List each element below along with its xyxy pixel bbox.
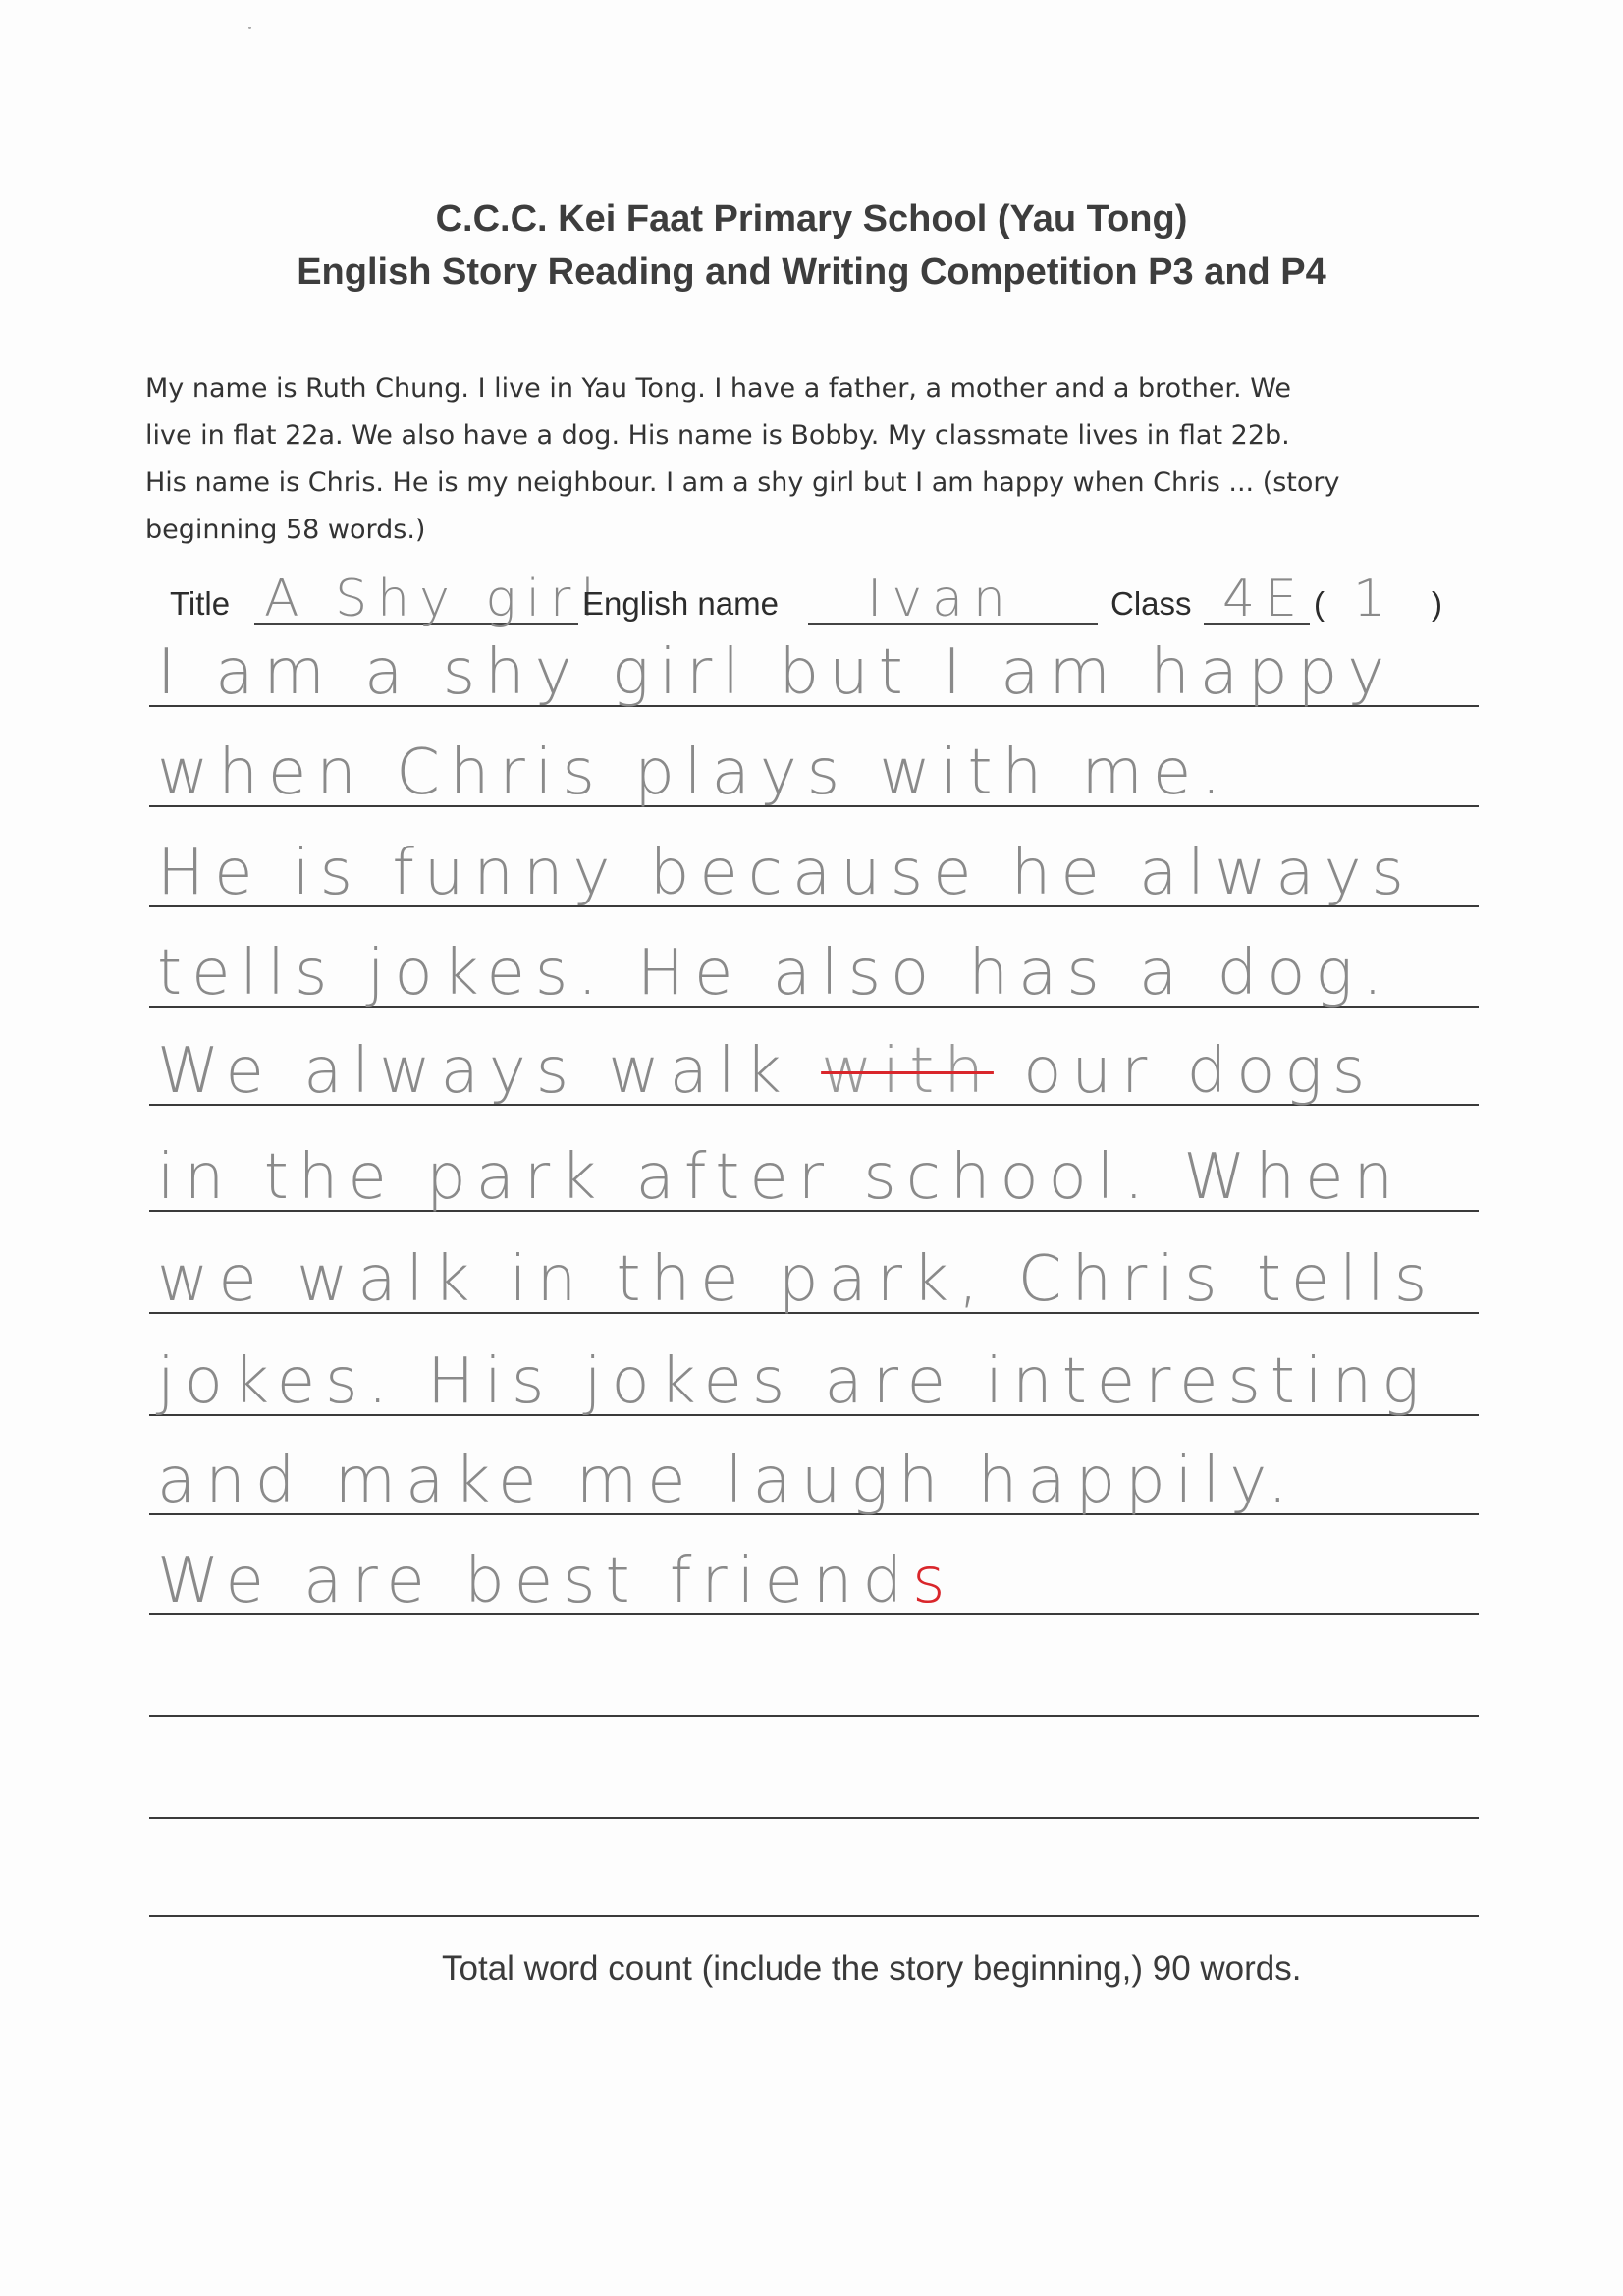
class-label: Class [1110, 585, 1192, 622]
title-value[interactable]: A Shy girl [264, 570, 605, 629]
class-number-value[interactable]: 1 [1353, 570, 1396, 629]
writing-rule [149, 1915, 1479, 1917]
number-close-paren: ) [1432, 585, 1442, 622]
scan-speck [248, 27, 251, 29]
handwritten-line: I am a shy girl but I am happy [157, 636, 1395, 709]
handwritten-line: and make me laugh happily. [157, 1445, 1298, 1517]
english-name-value[interactable]: Ivan [867, 570, 1015, 629]
form-fields [170, 570, 1486, 629]
writing-rule [149, 1817, 1479, 1819]
competition-title: English Story Reading and Writing Competition P3 and P4 [297, 251, 1326, 293]
line-segment: our dogs [1023, 1035, 1376, 1108]
handwritten-line [157, 1037, 1483, 1106]
header [0, 192, 1623, 299]
word-count: Total word count (include the story beginning,) 90 words. [442, 1949, 1302, 1988]
line-segment: We are best friend [157, 1545, 913, 1617]
handwritten-line: we walk in the park, Chris tells [157, 1243, 1437, 1316]
struck-out-word: with [821, 1035, 994, 1108]
class-value[interactable]: 4E [1222, 570, 1307, 629]
line-segment: We always walk [157, 1035, 791, 1108]
handwritten-line: in the park after school. When [157, 1141, 1404, 1214]
writing-rule [149, 1715, 1479, 1717]
intro-line: live in flat 22a. We also have a dog. His name is Bobby. My classmate lives in flat 22b. [145, 420, 1290, 451]
number-open-paren: ( [1314, 585, 1325, 622]
title-label: Title [170, 585, 231, 622]
handwritten-line: tells jokes. He also has a dog. [157, 937, 1393, 1010]
handwritten-line: jokes. His jokes are interesting [157, 1345, 1430, 1418]
story-beginning [145, 365, 1490, 554]
english-name-label: English name [582, 585, 779, 622]
intro-line: beginning 58 words.) [145, 515, 426, 545]
handwritten-line: when Chris plays with me. [157, 737, 1231, 809]
handwritten-line: He is funny because he always [157, 837, 1414, 909]
handwritten-line [157, 1547, 1483, 1615]
school-name: C.C.C. Kei Faat Primary School (Yau Tong) [435, 198, 1188, 240]
intro-line: His name is Chris. He is my neighbour. I am a shy girl but I am happy when Chris ... (story [145, 467, 1340, 498]
intro-line: My name is Ruth Chung. I live in Yau Tong. I have a father, a mother and a brother. We [145, 373, 1291, 404]
red-correction: s [912, 1545, 955, 1617]
